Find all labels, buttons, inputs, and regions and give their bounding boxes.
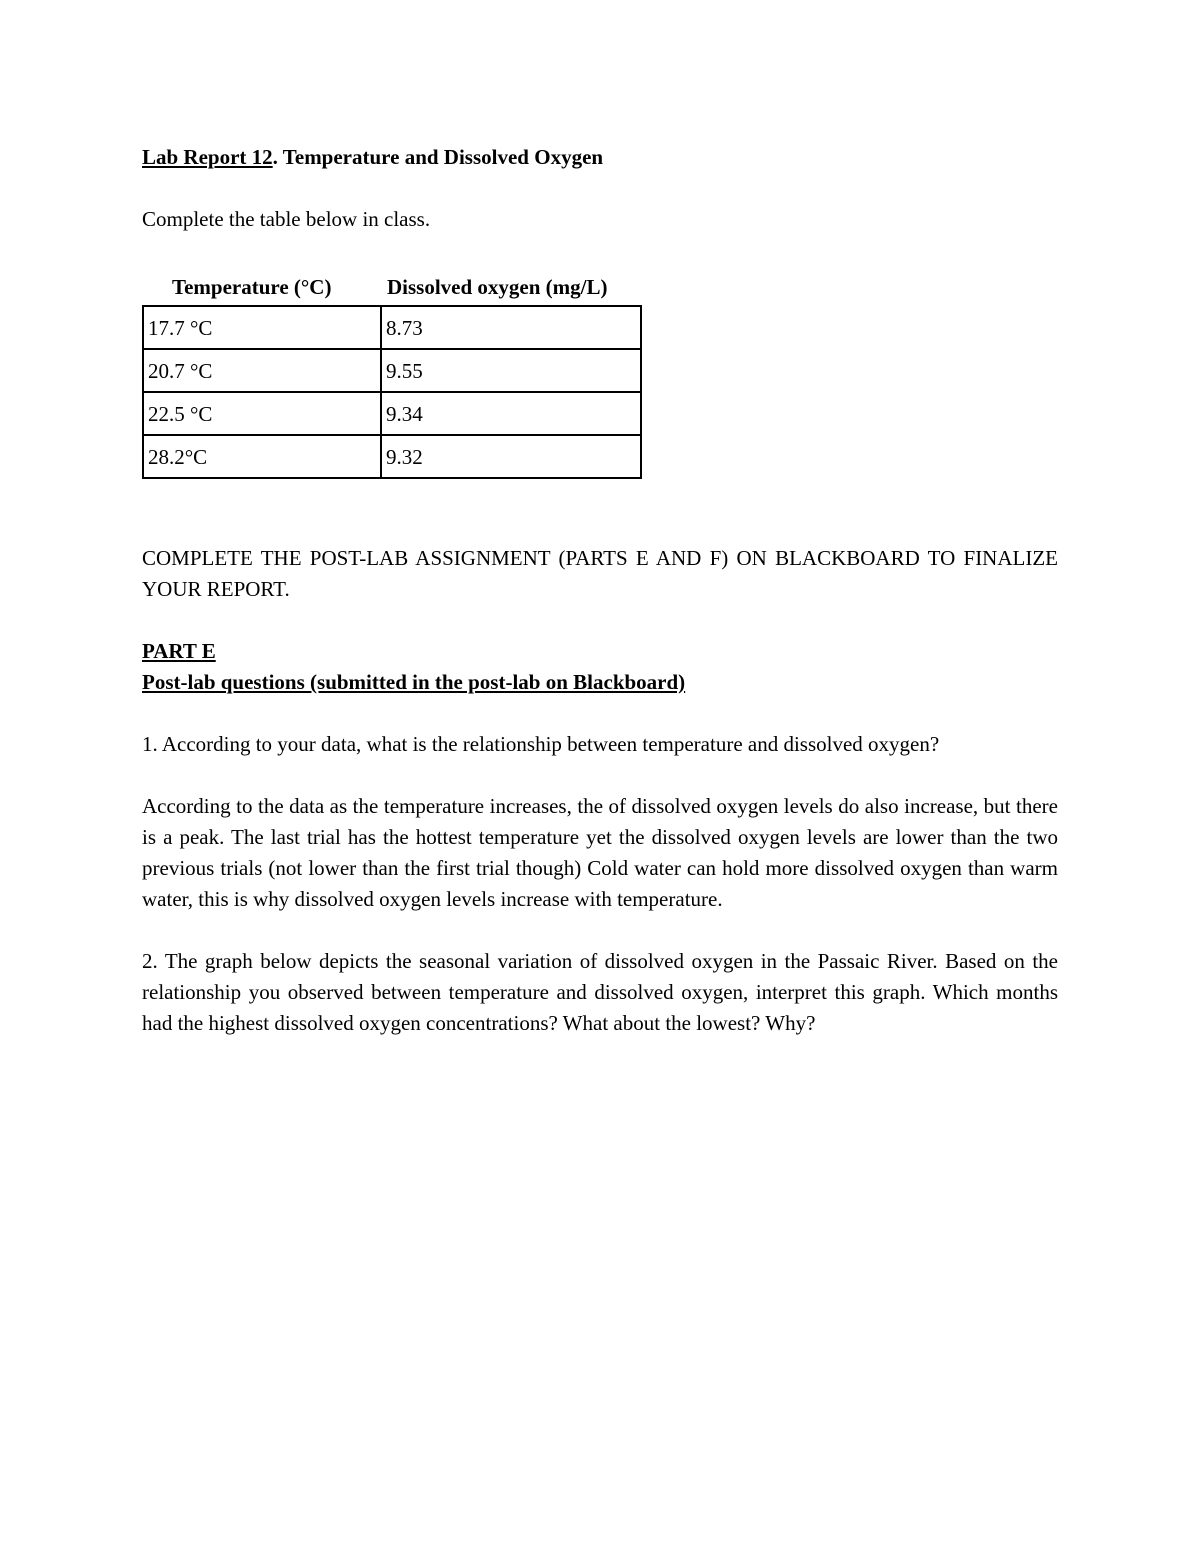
- table-row: [143, 349, 641, 392]
- table-instruction: Complete the table below in class.: [142, 207, 431, 231]
- report-title-number: Lab Report 12: [142, 145, 273, 169]
- dissolved-oxygen-cell: 9.55: [381, 349, 641, 392]
- report-title-topic: . Temperature and Dissolved Oxygen: [272, 145, 604, 169]
- data-table: [142, 305, 642, 479]
- question-1: 1. According to your data, what is the relationship between temperature and dissolved oxygen?: [142, 732, 940, 756]
- part-e-subtitle: Post-lab questions (submitted in the post-lab on Blackboard): [142, 670, 686, 694]
- temperature-cell: 22.5 °C: [143, 392, 381, 435]
- table-row: [143, 306, 641, 349]
- table-row: [143, 435, 641, 478]
- temperature-cell: 17.7 °C: [143, 306, 381, 349]
- report-title: [142, 142, 1058, 173]
- table-header-row: [142, 272, 1058, 303]
- assignment-notice: COMPLETE THE POST-LAB ASSIGNMENT (PARTS E AND F) ON BLACKBOARD TO FINALIZE YOUR REPORT.: [142, 546, 1058, 601]
- table-row: [143, 392, 641, 435]
- dissolved-oxygen-cell: 8.73: [381, 306, 641, 349]
- part-e-title: PART E: [142, 639, 216, 663]
- dissolved-oxygen-column-header: Dissolved oxygen (mg/L): [387, 275, 608, 299]
- question-2: 2. The graph below depicts the seasonal variation of dissolved oxygen in the Passaic River. Based on the relationship you observed between temperature and dissolved oxygen, interpret this graph. Which months had the highest dissolved oxygen concentrations? What about the lowest? Why?: [142, 949, 1058, 1035]
- dissolved-oxygen-cell: 9.34: [381, 392, 641, 435]
- temperature-cell: 20.7 °C: [143, 349, 381, 392]
- answer-1: According to the data as the temperature increases, the of dissolved oxygen levels do also increase, but there is a peak. The last trial has the hottest temperature yet the dissolved oxygen levels are lower than the two previous trials (not lower than the first trial though) Cold water can hold more dissolved oxygen than warm water, this is why dissolved oxygen levels increase with temperature.: [142, 794, 1058, 911]
- document-body: [142, 142, 1058, 1039]
- dissolved-oxygen-cell: 9.32: [381, 435, 641, 478]
- temperature-cell: 28.2°C: [143, 435, 381, 478]
- temperature-column-header: Temperature (°C): [172, 275, 332, 299]
